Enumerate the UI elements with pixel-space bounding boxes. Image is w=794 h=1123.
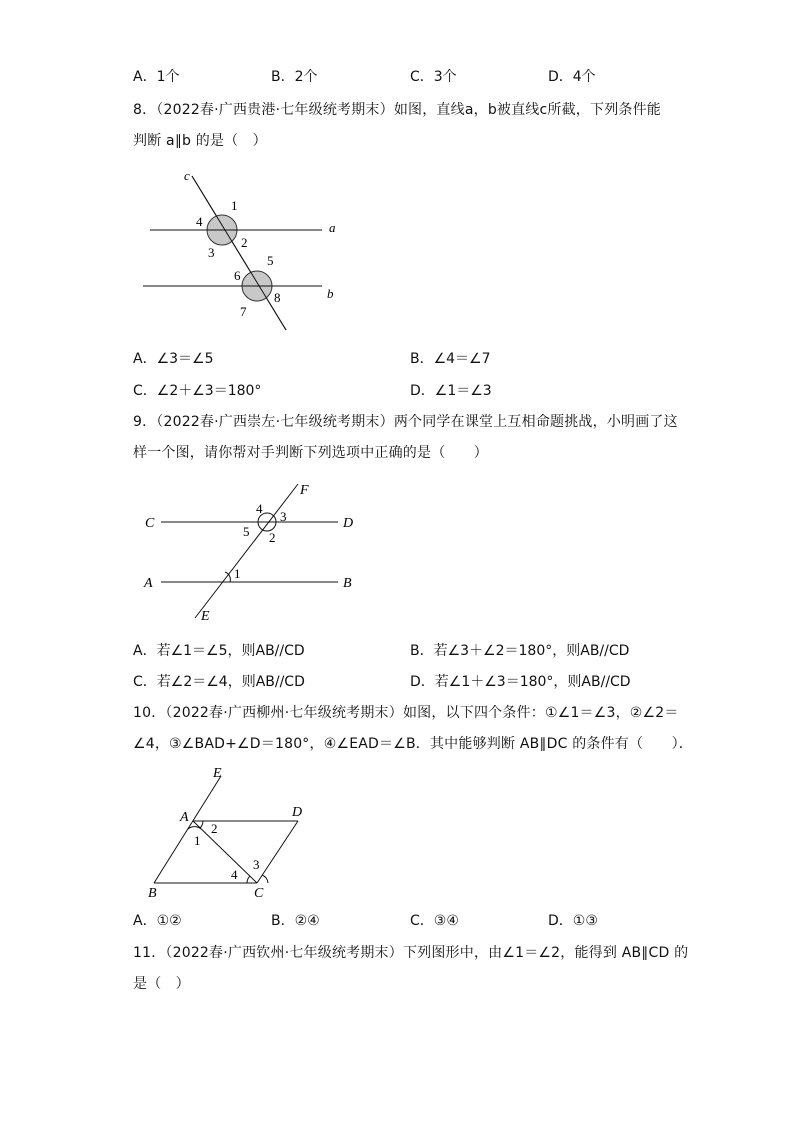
q10-stem-line1: 10．（2022春·广西柳州·七年级统考期末）如图，以下四个条件：①∠1＝∠3，②∠2＝ [133, 705, 679, 721]
q10-option-d: D．①③ [548, 913, 598, 929]
label-3: 3 [208, 245, 215, 260]
label-A: A [180, 810, 189, 825]
q9-stem-line2: 样一个图，请你帮对手判断下列选项中正确的是（ ） [133, 445, 488, 461]
label-C: C [254, 886, 264, 901]
label-1: 1 [194, 833, 201, 848]
q10-stem-line2: ∠4，③∠BAD+∠D＝180°，④∠EAD＝∠B．其中能够判断 AB∥DC 的条件有（ ）． [133, 736, 694, 752]
q7-option-a: A．1个 [133, 69, 180, 85]
label-4: 4 [196, 214, 203, 229]
q10-option-a: A．①② [133, 913, 182, 929]
label-B: B [343, 576, 352, 591]
q10-option-b: B．②④ [271, 913, 320, 929]
label-D: D [292, 805, 303, 820]
angle-2-arc [200, 821, 203, 828]
q8-figure [140, 168, 350, 338]
q11-stem-line1: 11．（2022春·广西钦州·七年级统考期末）下列图形中，由∠1＝∠2，能得到 AB∥CD 的 [133, 945, 689, 961]
q8-option-d: D．∠1＝∠3 [410, 383, 492, 399]
q7-option-b: B．2个 [271, 69, 318, 85]
label-5: 5 [243, 524, 250, 539]
q9-figure [140, 476, 370, 624]
label-6: 6 [234, 268, 241, 283]
q9-option-d: D．若∠1＋∠3＝180°，则AB//CD [410, 674, 631, 690]
line-ac [193, 821, 257, 883]
q8-stem-line1: 8．（2022春·广西贵港·七年级统考期末）如图，直线a，b被直线c所截，下列条件能 [133, 102, 661, 118]
line-ef [195, 484, 298, 618]
q9-option-c: C．若∠2＝∠4，则AB//CD [133, 674, 305, 690]
label-a: a [329, 220, 336, 235]
label-E: E [201, 609, 210, 624]
label-E: E [213, 766, 222, 781]
q8-stem-line2: 判断 a∥b 的是（ ） [133, 133, 267, 149]
q10-figure [140, 764, 330, 902]
q7-option-c: C．3个 [410, 69, 457, 85]
label-2: 2 [269, 530, 276, 545]
label-F: F [300, 483, 309, 498]
q10-option-c: C．③④ [410, 913, 459, 929]
label-b: b [327, 286, 334, 301]
q9-stem-line1: 9．（2022春·广西崇左·七年级统考期末）两个同学在课堂上互相命题挑战，小明画了这 [133, 414, 678, 430]
q8-option-a: A．∠3＝∠5 [133, 351, 214, 367]
label-8: 8 [274, 290, 281, 305]
label-C: C [145, 516, 155, 531]
label-2: 2 [241, 235, 248, 250]
q8-option-b: B．∠4＝∠7 [410, 351, 491, 367]
label-B: B [148, 886, 157, 901]
angle-3-arc [262, 875, 268, 883]
q7-option-d: D．4个 [548, 69, 596, 85]
label-1: 1 [231, 198, 238, 213]
label-A: A [144, 576, 153, 591]
label-3: 3 [253, 857, 260, 872]
q11-stem-line2: 是（ ） [133, 976, 190, 992]
line-cd [257, 821, 298, 883]
label-c: c [184, 168, 190, 183]
q9-option-a: A．若∠1＝∠5，则AB//CD [133, 643, 305, 659]
label-5: 5 [267, 253, 274, 268]
label-D: D [343, 516, 354, 531]
label-3: 3 [280, 509, 287, 524]
label-7: 7 [240, 304, 247, 319]
label-4: 4 [256, 501, 263, 516]
q9-option-b: B．若∠3＋∠2＝180°，则AB//CD [410, 643, 630, 659]
label-2: 2 [211, 821, 218, 836]
q8-option-c: C．∠2＋∠3＝180° [133, 383, 262, 399]
label-1: 1 [234, 566, 241, 581]
angle-4-arc [247, 876, 250, 883]
label-4: 4 [231, 867, 238, 882]
